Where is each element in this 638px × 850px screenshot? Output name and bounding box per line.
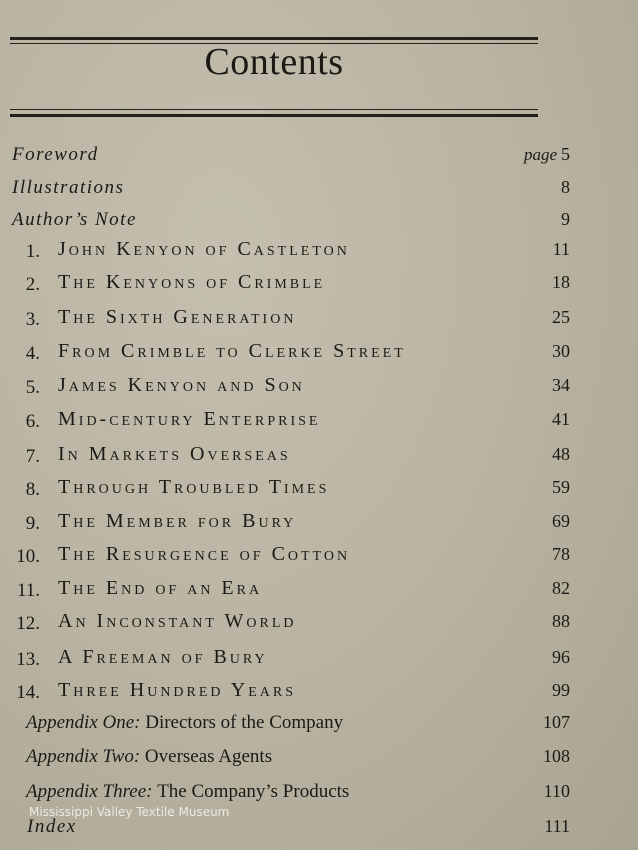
toc-entry [0, 442, 638, 472]
chapter-number: 14. [16, 682, 40, 703]
page-number: 18 [552, 272, 570, 292]
page-word: page [523, 145, 557, 164]
toc-entry [0, 305, 638, 335]
page-number: 69 [552, 511, 570, 531]
toc-entry-label: Through Troubled Times [58, 476, 330, 498]
chapter-number: 10. [16, 546, 40, 567]
toc-entry-label: Three Hundred Years [58, 679, 297, 701]
chapter-number: 9. [25, 513, 40, 534]
toc-entry [0, 678, 638, 708]
toc-entry-label: John Kenyon of Castleton [58, 238, 350, 260]
page-number: 30 [552, 341, 570, 361]
page-number: 78 [552, 544, 570, 564]
page-number: 99 [552, 680, 570, 700]
chapter-number: 6. [25, 411, 40, 432]
page-title: Contents [204, 41, 344, 83]
chapter-number: 11. [16, 580, 40, 601]
toc-entry [0, 744, 638, 774]
toc-entry [0, 142, 638, 172]
appendix-prefix: Appendix Two: [26, 746, 145, 767]
page-number: 48 [552, 444, 570, 464]
chapter-number: 3. [25, 309, 40, 330]
chapter-number: 5. [25, 377, 40, 398]
toc-entry-label: The Member for Bury [58, 510, 297, 532]
page-number: 108 [543, 746, 570, 766]
toc-entry-label: Foreword [12, 144, 99, 165]
appendix-title: Overseas Agents [144, 746, 273, 767]
page-number: 107 [543, 712, 570, 732]
chapter-number: 2. [25, 274, 40, 295]
page-number: 8 [561, 177, 570, 197]
toc-entry-label: A Freeman of Bury [58, 646, 268, 668]
toc-entry [0, 339, 638, 369]
toc-entry [0, 175, 638, 205]
toc-entry-label [26, 712, 343, 734]
page-number: 25 [552, 307, 570, 327]
toc-entry-label: Mid-century Enterprise [58, 408, 321, 430]
toc-entry-label: The End of an Era [58, 577, 263, 599]
page-number: 82 [552, 578, 570, 598]
toc-entry-label [26, 781, 349, 803]
toc-entry-label: Index [27, 816, 77, 837]
toc-entry-label: The Sixth Generation [58, 306, 297, 328]
toc-entry-label: In Markets Overseas [58, 443, 291, 465]
page-number: 88 [552, 611, 570, 631]
toc-entry [0, 373, 638, 403]
page-number: 41 [552, 409, 570, 429]
toc-entry [0, 710, 638, 740]
watermark: Mississippi Valley Textile Museum [29, 805, 230, 819]
appendix-title: The Company’s Products [157, 781, 350, 802]
toc-entry [0, 509, 638, 539]
page-number: page 5 [523, 144, 570, 164]
toc-entry-label [26, 746, 272, 768]
page-number: 96 [552, 647, 570, 667]
toc-entry-label: The Kenyons of Crimble [58, 271, 326, 293]
toc-entry-label: The Resurgence of Cotton [58, 543, 351, 565]
toc-entry-label: James Kenyon and Son [58, 374, 305, 396]
toc-entry [0, 645, 638, 675]
chapter-number: 8. [25, 479, 40, 500]
toc-entry [0, 270, 638, 300]
toc-entry [0, 475, 638, 505]
appendix-prefix: Appendix One: [26, 712, 146, 733]
page-number: 59 [552, 477, 570, 497]
chapter-number: 1. [25, 241, 40, 262]
chapter-number: 12. [16, 613, 40, 634]
page-number: 11 [552, 239, 570, 259]
toc-entry [0, 407, 638, 437]
toc-entry-label: Illustrations [12, 177, 125, 198]
page-number: 110 [543, 781, 570, 801]
toc-entry-label: From Crimble to Clerke Street [58, 340, 406, 362]
page-number: 9 [561, 209, 570, 229]
toc-entry [0, 542, 638, 572]
chapter-number: 7. [25, 446, 40, 467]
appendix-title: Directors of the Company [145, 712, 344, 733]
toc-entry [0, 237, 638, 267]
toc-entry-label: Author’s Note [12, 209, 137, 230]
page-number: 111 [544, 816, 570, 836]
toc-entry [0, 609, 638, 639]
toc-entry [0, 207, 638, 237]
chapter-number: 13. [16, 649, 40, 670]
chapter-number: 4. [25, 343, 40, 364]
page-number: 34 [552, 375, 570, 395]
toc-entry [0, 576, 638, 606]
toc-entry-label: An Inconstant World [58, 610, 297, 632]
appendix-prefix: Appendix Three: [26, 781, 158, 802]
